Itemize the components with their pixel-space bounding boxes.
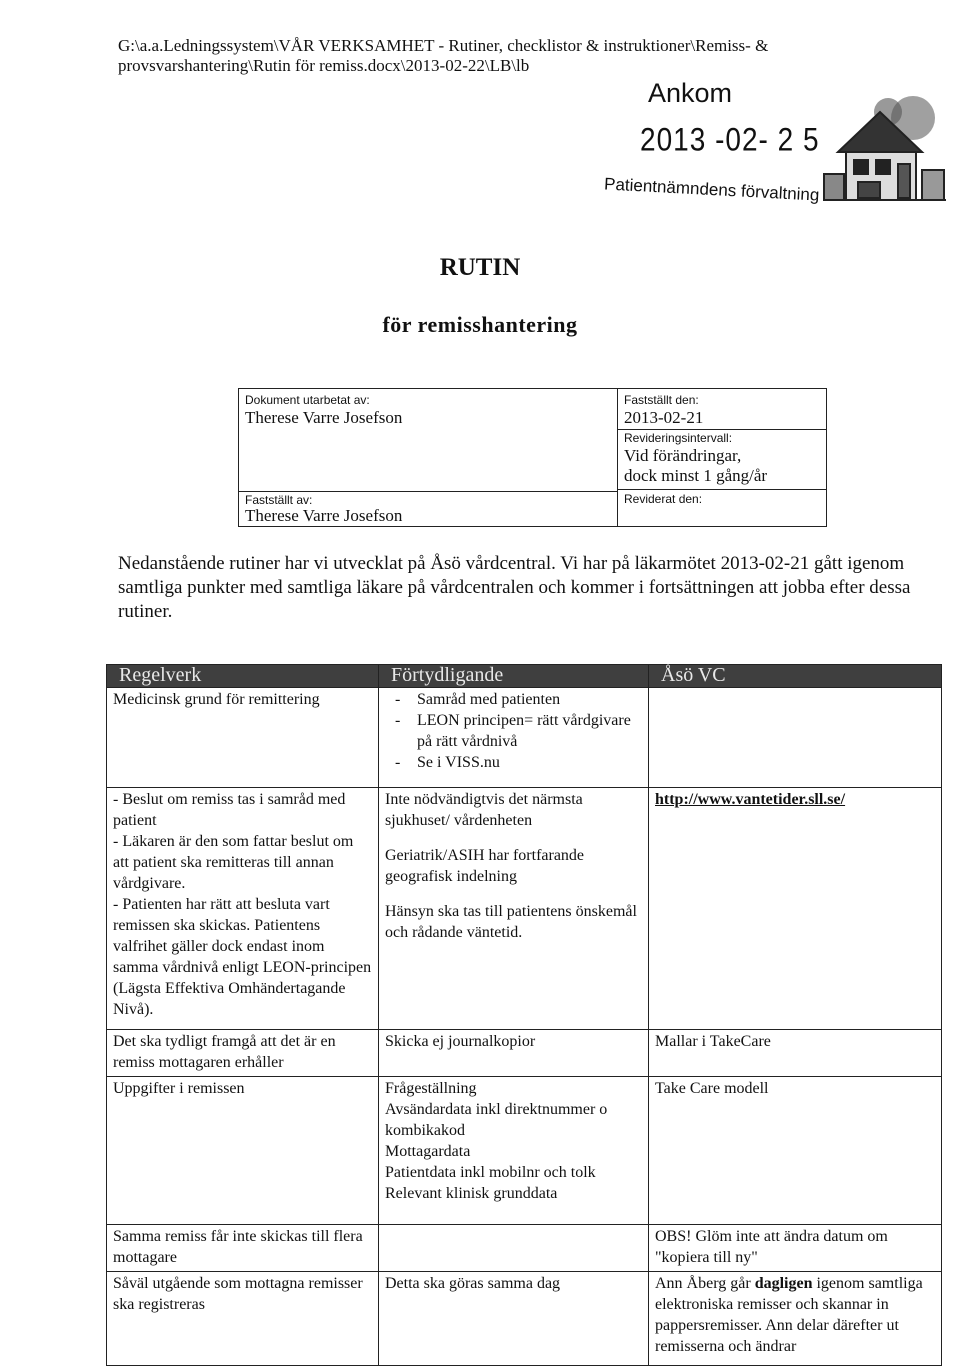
- table-row: [107, 688, 942, 788]
- revision-interval-label: Revideringsintervall:: [624, 431, 733, 445]
- cell-text: Ann Åberg går: [655, 1274, 755, 1292]
- cell-paragraph: - Beslut om remiss tas i samråd med patient: [113, 791, 346, 830]
- stamp-ankom: Ankom: [648, 78, 733, 108]
- meta-left-column: [239, 389, 618, 526]
- header-fortydligande: Förtydligande: [379, 665, 649, 688]
- meta-right-column: [618, 389, 826, 526]
- cell-line: Avsändardata inkl direktnummer o kombikakod: [385, 1101, 608, 1140]
- cell-line: Frågeställning: [385, 1080, 477, 1098]
- approved-by-label: Fastställt av:: [245, 493, 313, 507]
- approved-date-label: Fastställt den:: [624, 393, 699, 407]
- file-path: G:\a.a.Ledningssystem\VÅR VERKSAMHET - Rutiner, checklistor & instruktioner\Remiss- & provsvarshantering\Rutin för remiss.docx\2013-02-22\LB\lb: [118, 36, 769, 75]
- header-regelverk: Regelverk: [107, 665, 379, 688]
- list-item: - Se i VISS.nu: [417, 752, 642, 773]
- table-cell: Detta ska göras samma dag: [379, 1271, 649, 1365]
- cell-text: igenom samtliga elektroniska remisser och skannar in pappersremisser. Ann delar därefter ut remisserna och ändrar: [655, 1274, 923, 1355]
- table-cell: [649, 688, 942, 788]
- table-cell: Samma remiss får inte skickas till flera mottagare: [107, 1224, 379, 1271]
- table-cell: [379, 688, 649, 788]
- table-row: [107, 788, 942, 1030]
- table-cell: Take Care modell: [649, 1077, 942, 1224]
- table-cell: Skicka ej journalkopior: [379, 1030, 649, 1077]
- table-row: [107, 1224, 942, 1271]
- page-title: RUTIN: [439, 254, 521, 281]
- stamp-office: Patientnämndens förvaltning: [603, 174, 820, 205]
- table-cell: Medicinsk grund för remittering: [107, 688, 379, 788]
- prepared-by-label: Dokument utarbetat av:: [245, 393, 370, 407]
- document-meta-box: [238, 388, 827, 527]
- approved-by-value: Therese Varre Josefson: [245, 506, 403, 525]
- table-row: [107, 1271, 942, 1365]
- table-cell: [649, 1271, 942, 1365]
- divider: [618, 429, 826, 430]
- divider: [618, 489, 826, 490]
- building-logo-icon: [818, 90, 950, 206]
- bullet-list: [385, 689, 642, 773]
- cell-line: Mottagardata: [385, 1143, 471, 1161]
- cell-line: Patientdata inkl mobilnr och tolk: [385, 1164, 596, 1182]
- table-cell: [379, 788, 649, 1030]
- list-item: - Samråd med patienten: [417, 689, 642, 710]
- table-cell: Mallar i TakeCare: [649, 1030, 942, 1077]
- cell-text-bold: dagligen: [754, 1274, 813, 1292]
- revision-interval-line1: Vid förändringar,: [624, 446, 742, 465]
- table-cell: Uppgifter i remissen: [107, 1077, 379, 1224]
- page-subtitle: för remisshantering: [382, 312, 578, 337]
- approved-date-value: 2013-02-21: [624, 408, 704, 427]
- table-cell: [107, 788, 379, 1030]
- spacer: [385, 887, 642, 901]
- table-cell: Såväl utgående som mottagna remisser ska registreras: [107, 1271, 379, 1365]
- divider: [239, 491, 617, 492]
- spacer: [385, 831, 642, 845]
- routine-table: [106, 664, 942, 1366]
- cell-paragraph: Inte nödvändigtvis det närmsta sjukhuset/ vårdenheten: [385, 791, 583, 830]
- table-cell: [649, 788, 942, 1030]
- vantetider-link[interactable]: http://www.vantetider.sll.se/: [655, 791, 846, 809]
- table-cell: OBS! Glöm inte att ändra datum om "kopiera till ny": [649, 1224, 942, 1271]
- revised-label: Reviderat den:: [624, 492, 703, 506]
- prepared-by-value: Therese Varre Josefson: [245, 408, 403, 427]
- table-cell: [379, 1224, 649, 1271]
- list-item: - LEON principen= rätt vårdgivare på rätt vårdnivå: [417, 710, 642, 752]
- cell-paragraph: Geriatrik/ASIH har fortfarande geografisk indelning: [385, 847, 585, 886]
- stamp-date: 2013 -02- 2 5: [640, 121, 820, 158]
- table-row: [107, 1030, 942, 1077]
- table-cell: [379, 1077, 649, 1224]
- cell-paragraph: Hänsyn ska tas till patientens önskemål och rådande väntetid.: [385, 903, 637, 942]
- header-aso-vc: Åsö VC: [649, 665, 942, 688]
- cell-paragraph: - Läkaren är den som fattar beslut om att patient ska remitteras till annan vårdgivare.: [113, 833, 354, 893]
- cell-paragraph: - Patienten har rätt att besluta vart remissen ska skickas. Patientens valfrihet gäller dock endast inom samma vårdnivå enligt LEON-principen (Lägsta Effektiva Omhändertagande Nivå).: [113, 896, 372, 1019]
- intro-paragraph: Nedanstående rutiner har vi utvecklat på Åsö vårdcentral. Vi har på läkarmötet 2013-02-21 gått igenom samtliga punkter med samtliga läkare på vårdcentralen och kommer i fortsättningen att jobba efter dessa rutiner.: [118, 553, 911, 622]
- table-row: [107, 1077, 942, 1224]
- revision-interval-line2: dock minst 1 gång/år: [624, 466, 768, 485]
- table-cell: Det ska tydligt framgå att det är en remiss mottagaren erhåller: [107, 1030, 379, 1077]
- cell-line: Relevant klinisk grunddata: [385, 1185, 558, 1203]
- table-header-row: [107, 665, 942, 688]
